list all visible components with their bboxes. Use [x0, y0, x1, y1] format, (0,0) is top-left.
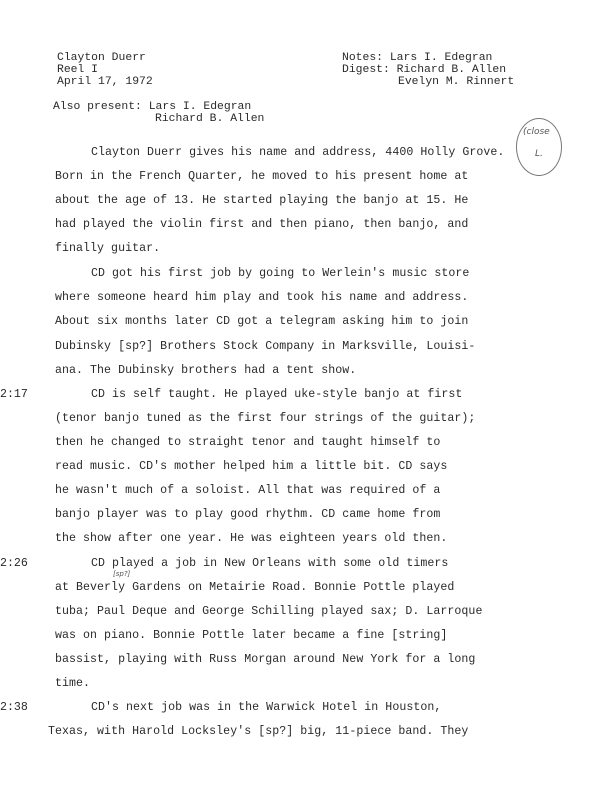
digest-credit: Digest: Richard B. Allen: [342, 64, 507, 76]
body-line: time.: [55, 677, 91, 690]
timestamp: 2:17: [0, 388, 28, 401]
handwritten-annotation: [sp?]: [113, 570, 131, 578]
digest-credit-second: Evelyn M. Rinnert: [398, 76, 515, 88]
body-line: bassist, playing with Russ Morgan around New York for a long: [55, 653, 476, 666]
body-line: he wasn't much of a soloist. All that was required of a: [55, 484, 441, 497]
body-line: tuba; Paul Deque and George Schilling played sax; D. Larroque: [55, 605, 483, 618]
body-line: (tenor banjo tuned as the first four strings of the guitar);: [55, 412, 476, 425]
reel-number: Reel I: [57, 64, 99, 76]
notes-credit: Notes: Lars I. Edegran: [342, 52, 493, 64]
handwritten-margin-note: [516, 118, 562, 176]
body-line: read music. CD's mother helped him a little bit. CD says: [55, 460, 448, 473]
timestamp: 2:38: [0, 701, 28, 714]
interview-date: April 17, 1972: [57, 76, 153, 88]
body-line: CD got his first job by going to Werlein's music store: [91, 267, 470, 280]
body-line: where someone heard him play and took his name and address.: [55, 291, 469, 304]
timestamp: 2:26: [0, 557, 28, 570]
body-line: CD is self taught. He played uke-style banjo at first: [91, 388, 463, 401]
body-line: finally guitar.: [55, 242, 161, 255]
body-line: about the age of 13. He started playing the banjo at 15. He: [55, 194, 469, 207]
body-line: was on piano. Bonnie Pottle later became a fine [string]: [55, 629, 448, 642]
body-line: Clayton Duerr gives his name and address, 4400 Holly Grove.: [91, 146, 505, 159]
body-line: Dubinsky [sp?] Brothers Stock Company in Marksville, Louisi-: [55, 340, 476, 353]
body-line: the show after one year. He was eighteen years old then.: [55, 532, 448, 545]
also-present: Also present: Lars I. Edegran: [53, 101, 252, 113]
body-line: ana. The Dubinsky brothers had a tent show.: [55, 364, 357, 377]
also-present-second: Richard B. Allen: [155, 113, 265, 125]
body-line: About six months later CD got a telegram asking him to join: [55, 315, 469, 328]
body-line: had played the violin first and then piano, then banjo, and: [55, 218, 469, 231]
body-line: Texas, with Harold Locksley's [sp?] big, 11-piece band. They: [48, 725, 469, 738]
body-line: Born in the French Quarter, he moved to his present home at: [55, 170, 469, 183]
body-line: banjo player was to play good rhythm. CD came home from: [55, 508, 441, 521]
margin-note-line2: L.: [535, 149, 543, 159]
body-line: then he changed to straight tenor and taught himself to: [55, 436, 441, 449]
body-line: at Beverly Gardens on Metairie Road. Bonnie Pottle played: [55, 581, 455, 594]
body-line: CD's next job was in the Warwick Hotel in Houston,: [91, 701, 442, 714]
interviewee-name: Clayton Duerr: [57, 52, 146, 64]
body-line: CD played a job in New Orleans with some old timers: [91, 557, 449, 570]
margin-note-line1: (close: [523, 127, 550, 137]
